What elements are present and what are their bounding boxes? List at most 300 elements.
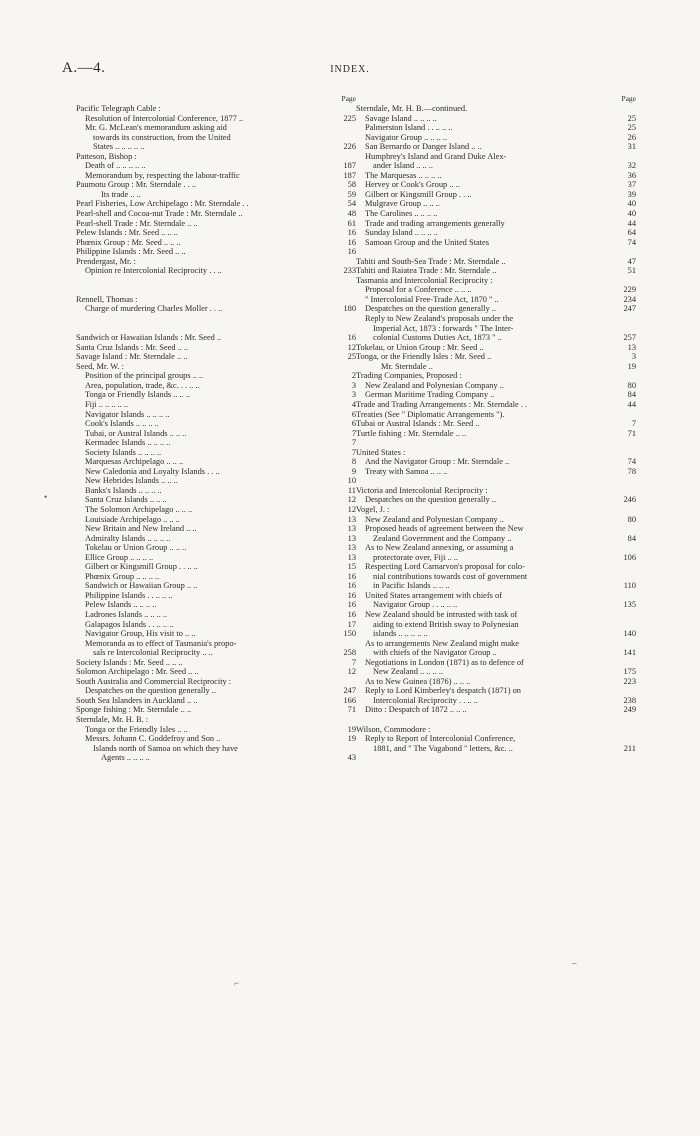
index-entry: [76, 400, 356, 410]
entry-page-number: 187: [343, 161, 356, 171]
blank-line: [76, 276, 356, 286]
entry-text: Pelew Islands : Mr. Seed .. .. ..: [76, 228, 178, 238]
index-entry: [356, 448, 636, 458]
entry-text: " Intercolonial Free-Trade Act, 1870 " ..: [365, 294, 499, 304]
index-entry: [356, 591, 636, 601]
entry-page-number: 59: [347, 189, 356, 199]
entry-text: Proposal for a Conference .. .. ..: [365, 285, 472, 295]
entry-page-number: 141: [623, 648, 636, 658]
entry-page-number: 4: [351, 399, 356, 409]
blank-line: [76, 285, 356, 295]
entry-page-number: 80: [627, 380, 636, 390]
entry-text: Charge of murdering Charles Moller . . ..: [85, 304, 223, 314]
entry-text: Islands north of Samoa on which they have: [93, 743, 238, 753]
entry-text: German Maritime Trading Company ..: [365, 390, 495, 400]
entry-text: Tasmania and Intercolonial Reciprocity :: [356, 275, 493, 285]
index-entry: [356, 562, 636, 572]
entry-page-number: 40: [627, 209, 636, 219]
index-entry: [356, 400, 636, 410]
entry-text: Tokelau, or Union Group : Mr. Seed ..: [356, 342, 484, 352]
entry-text: with chiefs of the Navigator Group ..: [373, 648, 497, 658]
entry-text: Navigator Group .. .. .. ..: [365, 132, 448, 142]
page-column-heading: Page: [621, 94, 636, 103]
entry-text: Reply to New Zealand's proposals under the: [365, 314, 514, 324]
entry-text: 1881, and " The Vagabond " letters, &c. ..: [373, 743, 513, 753]
entry-page-number: 19: [347, 724, 356, 734]
index-entry: [356, 161, 636, 171]
entry-page-number: 247: [343, 686, 356, 696]
entry-text: As to New Zealand annexing, or assuming a: [365, 543, 514, 553]
index-entry: [356, 381, 636, 391]
index-entry: [76, 686, 356, 696]
index-entry: [76, 486, 356, 496]
entry-page-number: 175: [623, 667, 636, 677]
index-entry: [76, 581, 356, 591]
index-entry: [356, 276, 636, 286]
entry-text: Banks's Islands .. .. .. ..: [85, 485, 162, 495]
entry-page-number: 12: [347, 667, 356, 677]
index-entry: [356, 600, 636, 610]
entry-text: Society Islands .. .. .. ..: [85, 447, 162, 457]
entry-text: Marquesas Archipelago .. .. ..: [85, 457, 184, 467]
entry-text: Tubai or Austral Islands : Mr. Seed ..: [356, 419, 480, 429]
index-entry: [356, 505, 636, 515]
entry-page-number: 13: [347, 533, 356, 543]
entry-text: Despatches on the question generally ..: [85, 686, 216, 696]
index-entry: [356, 457, 636, 467]
index-entry: [356, 390, 636, 400]
entry-text: Phœnix Group .. .. .. ..: [85, 571, 160, 581]
entry-text: The Carolines .. .. .. ..: [365, 209, 438, 219]
entry-text: sals re Intercolonial Reciprocity .. ..: [93, 648, 213, 658]
entry-page-number: 16: [347, 581, 356, 591]
index-entry: [76, 123, 356, 133]
index-entry: [76, 620, 356, 630]
entry-text: Sterndale, Mr. H. B. :: [76, 715, 149, 724]
index-entry: [356, 371, 636, 381]
index-entry: [76, 371, 356, 381]
entry-text: islands .. .. .. .. ..: [373, 629, 428, 639]
entry-page-number: 140: [623, 629, 636, 639]
index-entry: [76, 629, 356, 639]
entry-page-number: 25: [347, 352, 356, 362]
index-entry: [76, 696, 356, 706]
index-entry: [76, 705, 356, 715]
index-entry: [76, 744, 356, 754]
entry-page-number: 225: [343, 113, 356, 123]
entry-page-number: 12: [347, 504, 356, 514]
index-entry: [76, 228, 356, 238]
entry-page-number: 48: [347, 209, 356, 219]
entry-text: Imperial Act, 1873 : forwards " The Inter-: [373, 323, 514, 333]
stray-mark: ‒: [572, 958, 577, 968]
entry-text: Proposed heads of agreement between the New: [365, 524, 524, 534]
entry-text: The Solomon Archipelago .. .. ..: [85, 504, 193, 514]
entry-text: Mr. G. McLean's memorandum asking aid: [85, 123, 227, 133]
entry-text: Turtle fishing : Mr. Sterndale .. ..: [356, 428, 467, 438]
entry-page-number: 246: [623, 495, 636, 505]
entry-page-number: 16: [347, 247, 356, 257]
entry-page-number: 36: [627, 170, 636, 180]
index-entry: [356, 133, 636, 143]
index-entry: [76, 457, 356, 467]
entry-page-number: 78: [627, 466, 636, 476]
entry-text: Sandwich or Hawaiian Islands : Mr. Seed ..: [76, 333, 222, 343]
entry-page-number: 54: [347, 199, 356, 209]
entry-text: And the Navigator Group : Mr. Sterndale ..: [365, 457, 510, 467]
entry-text: South Australia and Commercial Reciprocity :: [76, 676, 232, 686]
entry-text: New Zealand and Polynesian Company ..: [365, 514, 504, 524]
entry-page-number: 16: [347, 590, 356, 600]
entry-page-number: 32: [627, 161, 636, 171]
entry-page-number: 16: [347, 333, 356, 343]
index-entry: [76, 352, 356, 362]
entry-text: Trading Companies, Proposed :: [356, 371, 462, 381]
entry-text: Treaties (See " Diplomatic Arrangements ").: [356, 409, 505, 419]
entry-text: nial contributions towards cost of government: [373, 571, 528, 581]
entry-page-number: 3: [631, 352, 636, 362]
entry-page-number: 110: [623, 581, 636, 591]
entry-text: Society Islands : Mr. Seed .. .. ..: [76, 657, 183, 667]
entry-text: Humphrey's Island and Grand Duke Alex-: [365, 151, 507, 161]
entry-page-number: 150: [343, 629, 356, 639]
entry-text: Ellice Group .. .. .. ..: [85, 552, 154, 562]
entry-text: Respecting Lord Carnarvon's proposal for colo-: [365, 562, 525, 572]
index-entry: [356, 295, 636, 305]
entry-page-number: 223: [623, 676, 636, 686]
entry-text: Gilbert or Kingsmill Group . . ..: [365, 189, 472, 199]
index-entry: [356, 686, 636, 696]
stray-mark: ⌐: [234, 978, 240, 988]
index-entry: [356, 333, 636, 343]
index-column-right: [356, 94, 636, 753]
entry-page-number: 8: [351, 457, 356, 467]
entry-page-number: 229: [623, 285, 636, 295]
entry-text: Navigator Group, His visit to .. ..: [85, 629, 196, 639]
index-entry: [76, 667, 356, 677]
entry-text: Negotiations in London (1871) as to defence of: [365, 657, 524, 667]
entry-text: Sponge fishing : Mr. Sterndale .. ..: [76, 705, 192, 715]
index-entry: [76, 161, 356, 171]
index-entry: [356, 419, 636, 429]
index-entry: [356, 610, 636, 620]
entry-page-number: 3: [351, 380, 356, 390]
blank-line: [76, 324, 356, 334]
entry-text: Victoria and Intercolonial Reciprocity :: [356, 485, 488, 495]
entry-page-number: 19: [627, 361, 636, 371]
entry-text: New Zealand should be intrusted with task of: [365, 609, 518, 619]
index-entry: [356, 524, 636, 534]
index-entry: [356, 180, 636, 190]
index-entry: [356, 324, 636, 334]
entry-text: Reply to Report of Intercolonial Conference,: [365, 734, 516, 744]
index-entry: [76, 438, 356, 448]
index-entry: [356, 266, 636, 276]
entry-text: Tonga, or the Friendly Isles : Mr. Seed ..: [356, 352, 492, 362]
entry-text: Resolution of Intercolonial Conference, 1877 ..: [85, 113, 244, 123]
entry-text: Prendergast, Mr. :: [76, 256, 136, 266]
entry-text: United States :: [356, 447, 406, 457]
index-entry: [356, 543, 636, 553]
index-entry: [356, 534, 636, 544]
index-entry: [76, 553, 356, 563]
entry-text: Philippine Islands : Mr. Seed .. ..: [76, 247, 186, 257]
index-entry: [356, 228, 636, 238]
index-entry: [356, 620, 636, 630]
index-entry: [76, 648, 356, 658]
entry-text: Santa Cruz Islands .. .. ..: [85, 495, 167, 505]
entry-page-number: 16: [347, 609, 356, 619]
blank-line: [76, 314, 356, 324]
entry-text: Sandwich or Hawaiian Group .. ..: [85, 581, 198, 591]
entry-page-number: 11: [347, 485, 356, 495]
entry-text: Area, population, trade, &c. . . .. ..: [85, 380, 200, 390]
entry-text: Tubai, or Austral Islands .. .. ..: [85, 428, 187, 438]
entry-text: Treaty with Samoa .. .. ..: [365, 466, 448, 476]
entry-text: Galapagos Islands . . .. .. ..: [85, 619, 174, 629]
entry-text: ander Island .. .. ..: [373, 161, 434, 171]
index-entry: [76, 429, 356, 439]
entry-page-number: 135: [623, 600, 636, 610]
entry-page-number: 249: [623, 705, 636, 715]
entry-text: colonial Customs Duties Act, 1873 " ..: [373, 333, 502, 343]
entry-page-number: 16: [347, 571, 356, 581]
index-entry: [356, 696, 636, 706]
entry-page-number: 37: [627, 180, 636, 190]
entry-page-number: 211: [623, 743, 636, 753]
index-entry: [76, 677, 356, 687]
entry-page-number: 12: [347, 342, 356, 352]
entry-text: Death of .. .. .. .. ..: [85, 161, 146, 171]
index-entry: [76, 266, 356, 276]
entry-text: Intercolonial Reciprocity . . .. ..: [373, 695, 478, 705]
entry-page-number: 16: [347, 600, 356, 610]
index-entry: [76, 419, 356, 429]
entry-text: New Caledonia and Loyalty Islands . . ..: [85, 466, 220, 476]
entry-text: As to arrangements New Zealand might make: [365, 638, 519, 648]
entry-page-number: 13: [347, 552, 356, 562]
entry-text: Hervey or Cook's Group .. ..: [365, 180, 460, 190]
index-entry: [356, 429, 636, 439]
entry-text: Trade and Trading Arrangements : Mr. Sterndale . .: [356, 399, 528, 409]
entry-page-number: 43: [347, 753, 356, 763]
entry-page-number: 25: [627, 113, 636, 123]
index-entry: [76, 333, 356, 343]
entry-text: Louisiade Archipelago .. .. ..: [85, 514, 180, 524]
index-entry: [356, 314, 636, 324]
entry-text: Tokelau or Union Group .. .. ..: [85, 543, 187, 553]
entry-page-number: 6: [351, 409, 356, 419]
page-column-heading: Page: [341, 94, 356, 103]
index-entry: [356, 104, 636, 114]
index-entry: [356, 744, 636, 754]
entry-page-number: 10: [347, 476, 356, 486]
entry-page-number: 58: [347, 180, 356, 190]
entry-text: Its trade .. ..: [101, 189, 141, 199]
index-entry: [356, 190, 636, 200]
entry-page-number: 47: [627, 256, 636, 266]
index-entry: [356, 209, 636, 219]
index-entry: [356, 304, 636, 314]
entry-text: Ladrones Islands .. .. .. ..: [85, 609, 168, 619]
index-entry: [76, 190, 356, 200]
entry-page-number: 7: [351, 438, 356, 448]
entry-text: Despatches on the question generally ..: [365, 495, 496, 505]
index-entry: [76, 104, 356, 114]
entry-page-number: 2: [351, 371, 356, 381]
index-entry: [76, 295, 356, 305]
entry-text: Solomon Archipelago : Mr. Seed .. ..: [76, 667, 199, 677]
entry-text: Vogel, J. :: [356, 504, 390, 514]
entry-page-number: 15: [347, 562, 356, 572]
entry-page-number: 44: [627, 399, 636, 409]
entry-page-number: 31: [627, 142, 636, 152]
index-entry: [356, 343, 636, 353]
entry-page-number: 13: [347, 514, 356, 524]
index-entry: [76, 610, 356, 620]
entry-page-number: 61: [347, 218, 356, 228]
index-entry: [76, 725, 356, 735]
index-entry: [76, 219, 356, 229]
index-entry: [356, 486, 636, 496]
entry-page-number: 44: [627, 218, 636, 228]
index-entry: [76, 476, 356, 486]
entry-text: Pearl Fisheries, Low Archipelago : Mr. Sterndale . .: [76, 199, 249, 209]
entry-page-number: 6: [351, 419, 356, 429]
entry-text: Sterndale, Mr. H. B.—continued.: [356, 104, 468, 113]
entry-text: Samoan Group and the United States: [365, 237, 489, 247]
index-entry: [356, 410, 636, 420]
entry-text: Palmerston Island . . .. .. ..: [365, 123, 453, 133]
entry-text: Wilson, Commodore :: [356, 724, 431, 734]
entry-text: Zealand Government and the Company ..: [373, 533, 512, 543]
entry-text: Pacific Telegraph Cable :: [76, 104, 161, 113]
blank-line: [356, 438, 636, 448]
entry-text: New Hebrides Islands .. .. ..: [85, 476, 178, 486]
entry-text: Gilbert or Kingsmill Group . . .. ..: [85, 562, 198, 572]
index-entry: [76, 734, 356, 744]
entry-text: United States arrangement with chiefs of: [365, 590, 502, 600]
entry-page-number: 51: [627, 266, 636, 276]
blank-line: [356, 247, 636, 257]
entry-page-number: 247: [623, 304, 636, 314]
index-entry: [356, 467, 636, 477]
entry-page-number: 17: [347, 619, 356, 629]
index-entry: [356, 352, 636, 362]
entry-page-number: 74: [627, 457, 636, 467]
index-entry: [76, 257, 356, 267]
entry-text: in Pacific Islands .. .. ..: [373, 581, 450, 591]
entry-text: Tonga or the Friendly Isles .. ..: [85, 724, 188, 734]
index-entry: [356, 123, 636, 133]
entry-page-number: 26: [627, 132, 636, 142]
entry-page-number: 84: [627, 533, 636, 543]
entry-text: Savage Island .. .. .. ..: [365, 113, 437, 123]
index-entry: [76, 448, 356, 458]
blank-line: [356, 715, 636, 725]
entry-text: Kermadec Islands .. .. .. ..: [85, 438, 171, 448]
index-entry: [76, 572, 356, 582]
index-entry: [356, 639, 636, 649]
entry-page-number: 13: [347, 524, 356, 534]
entry-text: aiding to extend British sway to Polynesian: [373, 619, 519, 629]
index-entry: [76, 562, 356, 572]
entry-page-number: 39: [627, 189, 636, 199]
index-entry: [356, 152, 636, 162]
index-entry: [76, 753, 356, 763]
entry-text: Patteson, Bishop :: [76, 151, 137, 161]
entry-text: Trade and trading arrangements generally: [365, 218, 505, 228]
index-entry: [76, 524, 356, 534]
entry-text: Memoranda as to effect of Tasmania's propo-: [85, 638, 237, 648]
page-title: INDEX.: [330, 64, 370, 75]
entry-page-number: 7: [351, 447, 356, 457]
index-entry: [356, 705, 636, 715]
index-entry: [356, 648, 636, 658]
entry-text: Pearl-shell Trade : Mr. Sterndale .. ..: [76, 218, 198, 228]
blank-line: [356, 476, 636, 486]
entry-text: Navigator Group . . .. .. ..: [373, 600, 458, 610]
entry-text: San Bernardo or Danger Island .. ..: [365, 142, 482, 152]
stray-mark: •: [44, 492, 48, 502]
index-column-left: [76, 94, 356, 763]
entry-text: Memorandum by, respecting the labour-traffic: [85, 170, 240, 180]
entry-page-number: 7: [351, 657, 356, 667]
entry-text: Fiji .. .. .. .. ..: [85, 399, 129, 409]
entry-page-number: 7: [631, 419, 636, 429]
entry-text: Pearl-shell and Cocoa-nut Trade : Mr. Sterndale ..: [76, 209, 243, 219]
entry-page-number: 233: [343, 266, 356, 276]
index-entry: [356, 257, 636, 267]
index-entry: [76, 658, 356, 668]
index-entry: [356, 725, 636, 735]
index-entry: [76, 171, 356, 181]
entry-text: Ditto : Despatch of 1872 .. .. ..: [365, 705, 467, 715]
entry-page-number: 7: [351, 428, 356, 438]
index-entry: [356, 515, 636, 525]
entry-page-number: 257: [623, 333, 636, 343]
index-entry: [76, 362, 356, 372]
entry-text: Messrs. Johann C. Goddefroy and Son ..: [85, 734, 221, 744]
index-entry: [356, 734, 636, 744]
entry-page-number: 180: [343, 304, 356, 314]
entry-page-number: 166: [343, 695, 356, 705]
entry-text: New Britain and New Ireland .. ..: [85, 524, 197, 534]
entry-text: New Zealand and Polynesian Company ..: [365, 380, 504, 390]
entry-text: New Zealand .. .. .. ..: [373, 667, 444, 677]
entry-text: protectorate over, Fiji .. ..: [373, 552, 459, 562]
index-entry: [76, 495, 356, 505]
entry-text: Sunday Island .. .. .. ..: [365, 228, 438, 238]
entry-page-number: 13: [347, 543, 356, 553]
index-entry: [356, 629, 636, 639]
index-entry: [356, 142, 636, 152]
entry-text: Seed, Mr. W. :: [76, 361, 124, 371]
entry-page-number: 12: [347, 495, 356, 505]
index-entry: [356, 667, 636, 677]
index-entry: [356, 495, 636, 505]
entry-page-number: 258: [343, 648, 356, 658]
index-entry: [76, 381, 356, 391]
entry-page-number: 74: [627, 237, 636, 247]
entry-text: Pelew Islands .. .. .. ..: [85, 600, 157, 610]
entry-text: The Marquesas .. .. .. ..: [365, 170, 442, 180]
entry-page-number: 16: [347, 228, 356, 238]
index-entry: [356, 114, 636, 124]
entry-text: towards its construction, from the United: [93, 132, 231, 142]
entry-text: Navigator Islands .. .. .. ..: [85, 409, 170, 419]
entry-text: As to New Guinea (1876) .. .. ..: [365, 676, 471, 686]
